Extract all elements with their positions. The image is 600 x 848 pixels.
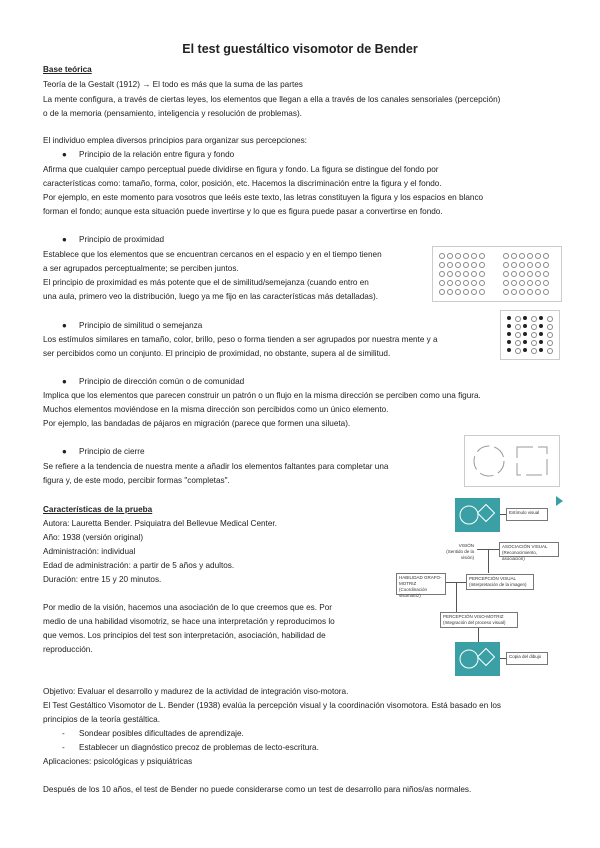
similarity-dot bbox=[523, 348, 527, 352]
dash-icon: - bbox=[62, 729, 65, 738]
stimulus-label: Estímulo visual bbox=[506, 508, 548, 521]
proximity-dot bbox=[527, 289, 533, 295]
similarity-dot bbox=[547, 332, 553, 338]
percepcion-box bbox=[466, 574, 534, 590]
paragraph-line: El Test Gestáltico Visomotor de L. Bender (1938) evalúa la percepción visual y la coordinación visomotora. Está basado en los bbox=[43, 701, 501, 710]
list-item: Establecer un diagnóstico precoz de problemas de lecto-escritura. bbox=[79, 743, 319, 752]
similarity-dot bbox=[547, 340, 553, 346]
paragraph-line: Teoría de la Gestalt (1912) → El todo es más que la suma de las partes bbox=[43, 80, 303, 89]
dash-icon: - bbox=[62, 743, 65, 752]
proximity-dot bbox=[447, 262, 453, 268]
paragraph-line: que vemos. Los principios del test son interpretación, asociación, habilidad de bbox=[43, 631, 326, 640]
similarity-dot bbox=[539, 340, 543, 344]
proximity-dot bbox=[439, 262, 445, 268]
habilidad-box bbox=[396, 573, 446, 598]
proximity-dot bbox=[535, 289, 541, 295]
paragraph-line: Se refiere a la tendencia de nuestra mente a añadir los elementos faltantes para completar una bbox=[43, 462, 389, 471]
similarity-dot bbox=[531, 316, 537, 322]
proximity-dot bbox=[519, 289, 525, 295]
paragraph-line: principios de la teoría gestáltica. bbox=[43, 715, 160, 724]
paragraph-line: reproducción. bbox=[43, 645, 93, 654]
proximity-dot bbox=[479, 262, 485, 268]
proximity-dot bbox=[455, 253, 461, 259]
paragraph-line: Aplicaciones: psicológicas y psiquiátricas bbox=[43, 757, 193, 766]
paragraph-line: Afirma que cualquier campo perceptual puede dividirse en figura y fondo. La figura se distingue del fondo por bbox=[43, 165, 439, 174]
similarity-dot bbox=[523, 324, 527, 328]
proximity-dot bbox=[519, 271, 525, 277]
proximity-dot bbox=[463, 289, 469, 295]
similarity-dot bbox=[547, 316, 553, 322]
paragraph-line: Después de los 10 años, el test de Bender no puede considerarse como un test de desarrollo para niños/as normales. bbox=[43, 785, 472, 794]
proximity-dot bbox=[511, 289, 517, 295]
similarity-dot bbox=[539, 316, 543, 320]
proximity-dot bbox=[471, 253, 477, 259]
proximity-dot bbox=[543, 289, 549, 295]
bullet-icon: ● bbox=[62, 321, 67, 330]
vision-box bbox=[432, 542, 476, 560]
paragraph-line: figura y, de este modo, percibir formas "completas". bbox=[43, 476, 230, 485]
visomotriz-label: PERCEPCIÓN VISO-MOTRIZ bbox=[443, 614, 504, 619]
similarity-dot bbox=[507, 340, 511, 344]
copy-figure bbox=[455, 642, 500, 676]
similarity-dot bbox=[531, 340, 537, 346]
similarity-dot bbox=[515, 316, 521, 322]
principle-title: Principio de similitud o semejanza bbox=[79, 321, 203, 330]
paragraph-line: o de la memoria (pensamiento, inteligencia y resolución de problemas). bbox=[43, 109, 302, 118]
similarity-dot bbox=[539, 324, 543, 328]
similarity-dot bbox=[523, 332, 527, 336]
proximity-dot bbox=[455, 289, 461, 295]
proximity-dot bbox=[543, 262, 549, 268]
paragraph-line: Por ejemplo, las bandadas de pájaros en migración (parece que formen una silueta). bbox=[43, 419, 351, 428]
proximity-dot bbox=[479, 280, 485, 286]
proximity-dot bbox=[463, 262, 469, 268]
visomotriz-box bbox=[440, 612, 518, 628]
paragraph-line: El individuo emplea diversos principios para organizar sus percepciones: bbox=[43, 136, 307, 145]
proximity-dot bbox=[439, 253, 445, 259]
proximity-dot bbox=[479, 289, 485, 295]
bullet-icon: ● bbox=[62, 377, 67, 386]
proximity-dot bbox=[535, 262, 541, 268]
section-heading-base: Base teórica bbox=[43, 65, 92, 74]
play-arrow-icon bbox=[556, 496, 563, 506]
closure-shapes bbox=[465, 436, 559, 486]
similarity-dot bbox=[507, 332, 511, 336]
stimulus-figure bbox=[455, 498, 500, 532]
similarity-dot bbox=[539, 332, 543, 336]
percepcion-sub: (Interpretación de la imagen) bbox=[469, 582, 527, 587]
similarity-dot bbox=[547, 324, 553, 330]
proximity-dot bbox=[543, 253, 549, 259]
objective-line: Objetivo: Evaluar el desarrollo y madurez de la actividad de integración viso-motora. bbox=[43, 687, 349, 696]
bullet-icon: ● bbox=[62, 235, 67, 244]
proximity-dot bbox=[471, 280, 477, 286]
percepcion-label: PERCEPCIÓN VISUAL bbox=[469, 576, 517, 581]
info-line: Duración: entre 15 y 20 minutos. bbox=[43, 575, 162, 584]
proximity-dot bbox=[511, 280, 517, 286]
proximity-dot bbox=[519, 280, 525, 286]
proximity-dot bbox=[543, 280, 549, 286]
similarity-illustration bbox=[500, 310, 560, 360]
asociacion-box bbox=[499, 542, 559, 561]
visomotriz-sub: (Integración del proceso visual) bbox=[443, 620, 506, 625]
paragraph-line: Los estímulos similares en tamaño, color, brillo, peso o forma tienden a ser agrupados por nuestra mente y a bbox=[43, 335, 438, 344]
similarity-dot bbox=[515, 332, 521, 338]
paragraph-line: Muchos elementos moviéndose en la misma dirección son percibidos como un único elemento. bbox=[43, 405, 389, 414]
paragraph-line: Establece que los elementos que se encuentran cercanos en el espacio y en el tiempo tienen bbox=[43, 250, 382, 259]
paragraph-line: a ser agrupados perceptualmente; se perciben juntos. bbox=[43, 264, 239, 273]
similarity-dot bbox=[515, 348, 521, 354]
page-title: El test guestáltico visomotor de Bender bbox=[182, 42, 418, 56]
proximity-dot bbox=[447, 271, 453, 277]
info-line: Autora: Lauretta Bender. Psiquiatra del Bellevue Medical Center. bbox=[43, 519, 277, 528]
proximity-dot bbox=[471, 271, 477, 277]
connector bbox=[478, 628, 479, 642]
proximity-dot bbox=[503, 253, 509, 259]
habilidad-sub: (Coordinación visomotriz) bbox=[399, 587, 428, 598]
principle-title: Principio de la relación entre figura y fondo bbox=[79, 150, 235, 159]
proximity-dot bbox=[463, 253, 469, 259]
proximity-dot bbox=[463, 271, 469, 277]
paragraph-line: El principio de proximidad es más potente que el de similitud/semejanza (cuando entro en bbox=[43, 278, 369, 287]
proximity-dot bbox=[535, 253, 541, 259]
proximity-dot bbox=[519, 262, 525, 268]
connector bbox=[456, 582, 457, 612]
similarity-dot bbox=[507, 316, 511, 320]
proximity-dot bbox=[527, 253, 533, 259]
paragraph-line: características como: tamaño, forma, color, posición, etc. Hacemos la discriminación entre la figura y el fondo. bbox=[43, 179, 442, 188]
proximity-dot bbox=[471, 262, 477, 268]
proximity-dot bbox=[511, 271, 517, 277]
similarity-dot bbox=[507, 324, 511, 328]
proximity-dot bbox=[455, 280, 461, 286]
proximity-dot bbox=[463, 280, 469, 286]
proximity-dot bbox=[439, 289, 445, 295]
connector bbox=[488, 549, 489, 573]
paragraph-line: medio de una habilidad visomotriz, se hace una interpretación y reproducimos lo bbox=[43, 617, 335, 626]
principle-title: Principio de dirección común o de comunidad bbox=[79, 377, 245, 386]
proximity-dot bbox=[535, 271, 541, 277]
proximity-dot bbox=[527, 262, 533, 268]
habilidad-label: HABILIDAD GRAFO-MOTRIZ bbox=[399, 575, 442, 586]
similarity-dot bbox=[515, 324, 521, 330]
proximity-dot bbox=[503, 289, 509, 295]
similarity-dot bbox=[531, 348, 537, 354]
similarity-dot bbox=[531, 324, 537, 330]
info-line: Administración: individual bbox=[43, 547, 136, 556]
principle-title: Principio de cierre bbox=[79, 447, 145, 456]
paragraph-line: Por ejemplo, en este momento para vosotros que leéis este texto, las letras constituyen la figura y los espacios en blanco bbox=[43, 193, 484, 202]
proximity-dot bbox=[503, 262, 509, 268]
paragraph-line: Implica que los elementos que parecen construir un patrón o un flujo en la misma dirección se perciben como una figura. bbox=[43, 391, 481, 400]
similarity-dot bbox=[523, 316, 527, 320]
proximity-dot bbox=[543, 271, 549, 277]
proximity-dot bbox=[471, 289, 477, 295]
proximity-dot bbox=[439, 280, 445, 286]
proximity-dot bbox=[511, 262, 517, 268]
similarity-dot bbox=[523, 340, 527, 344]
paragraph-line: Por medio de la visión, hacemos una asociación de lo que creemos que es. Por bbox=[43, 603, 333, 612]
asociacion-sub: (Reconocimiento, asociación) bbox=[502, 550, 538, 561]
proximity-dot bbox=[455, 271, 461, 277]
vision-label: VISIÓN bbox=[458, 543, 474, 548]
paragraph-line: ser percibidos como un conjunto. El principio de proximidad, no obstante, supera al de similitud. bbox=[43, 349, 391, 358]
info-line: Año: 1938 (versión original) bbox=[43, 533, 144, 542]
similarity-dot bbox=[531, 332, 537, 338]
vision-sub: (Sentido de la visión) bbox=[446, 549, 474, 560]
copy-label: Copia del dibujo bbox=[506, 652, 548, 665]
proximity-dot bbox=[527, 280, 533, 286]
proximity-dot bbox=[519, 253, 525, 259]
principle-title: Principio de proximidad bbox=[79, 235, 165, 244]
bullet-icon: ● bbox=[62, 447, 67, 456]
proximity-dot bbox=[511, 253, 517, 259]
proximity-dot bbox=[503, 271, 509, 277]
bullet-icon: ● bbox=[62, 150, 67, 159]
proximity-dot bbox=[535, 280, 541, 286]
proximity-dot bbox=[479, 253, 485, 259]
section-heading-caracteristicas: Características de la prueba bbox=[43, 505, 153, 514]
proximity-dot bbox=[479, 271, 485, 277]
proximity-dot bbox=[439, 271, 445, 277]
similarity-dot bbox=[547, 348, 553, 354]
asociacion-label: ASOCIACIÓN VISUAL bbox=[502, 544, 548, 549]
paragraph-line: La mente configura, a través de ciertas leyes, los elementos que llegan a ella a través de los canales sensoriales (percepción) bbox=[43, 95, 501, 104]
proximity-dot bbox=[447, 253, 453, 259]
similarity-dot bbox=[507, 348, 511, 352]
paragraph-line: forman el fondo; aunque esta situación puede invertirse y lo que es figura puede pasar a convertirse en fondo. bbox=[43, 207, 443, 216]
proximity-dot bbox=[447, 289, 453, 295]
info-line: Edad de administración: a partir de 5 años y adultos. bbox=[43, 561, 235, 570]
proximity-illustration bbox=[432, 246, 562, 302]
similarity-dot bbox=[515, 340, 521, 346]
proximity-dot bbox=[503, 280, 509, 286]
proximity-dot bbox=[527, 271, 533, 277]
closure-illustration bbox=[464, 435, 560, 487]
list-item: Sondear posibles dificultades de aprendizaje. bbox=[79, 729, 244, 738]
proximity-dot bbox=[447, 280, 453, 286]
paragraph-line: una aula, primero veo la distribución, luego ya me fijo en las características más detalladas). bbox=[43, 292, 378, 301]
similarity-dot bbox=[539, 348, 543, 352]
proximity-dot bbox=[455, 262, 461, 268]
